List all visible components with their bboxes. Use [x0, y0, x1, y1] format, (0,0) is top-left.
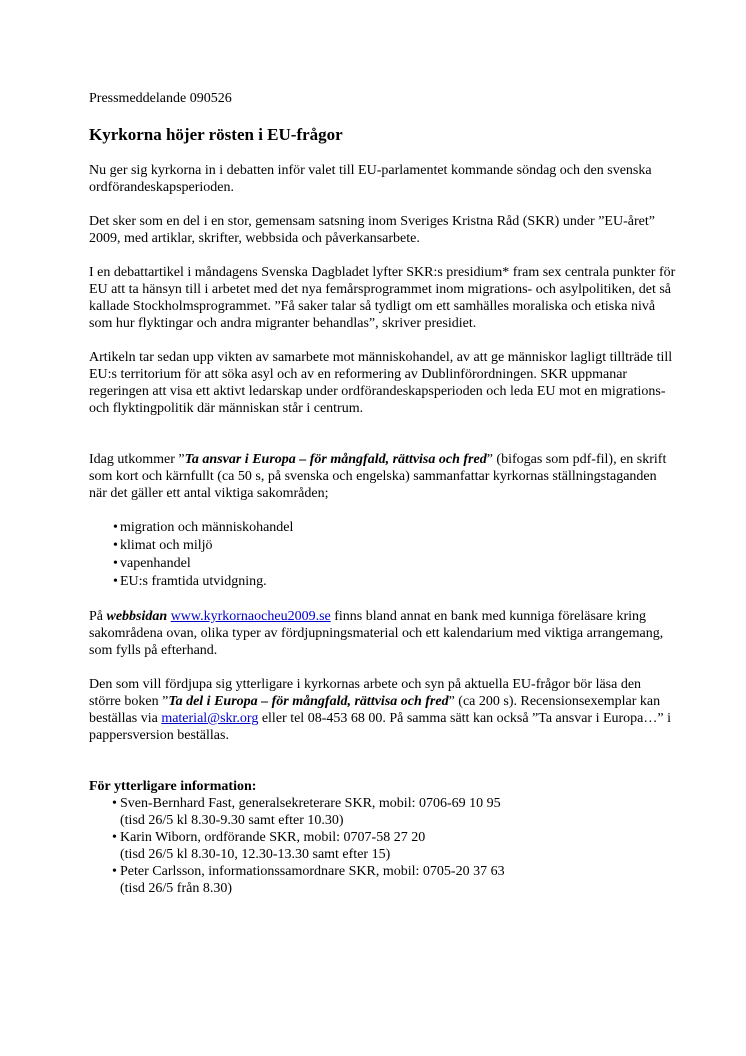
- list-item: • migration och människohandel: [89, 519, 676, 537]
- book-mid: ” (ca 200 s). Recensionsexemplar kan beställas via: [89, 694, 661, 726]
- book-title: Ta del i Europa – för mångfald, rättvisa och fred: [168, 694, 449, 709]
- paragraph-publication: [89, 451, 676, 502]
- email-link[interactable]: material@skr.org: [161, 711, 259, 726]
- publication-suffix: ” (bifogas som pdf-fil), en skrift som kort och kärnfullt (ca 50 s, på svenska och engelska) sammanfattar kyrkornas ställningstaganden när det gäller ett antal viktiga sakområden;: [89, 452, 667, 501]
- contact-hours-line: (tisd 26/5 från 8.30): [120, 881, 232, 896]
- topic-list: [89, 519, 676, 591]
- paragraph-debate-article: I en debattartikel i måndagens Svenska Dagbladet lyfter SKR:s presidium* fram sex centrala punkter för EU att ta hänsyn till i arbetet med det nya femårsprogrammet inom migrations- och asylpolitiken, det så kallade Stockholmsprogrammet. ”Få saker talar så tydligt om ett samhälles moraliska och etiska nivå som hur flyktingar och andra migranter behandlas”, skriver presidiet.: [89, 265, 676, 331]
- website-emphasis: webbsidan: [106, 609, 168, 624]
- contact-name-line: • Peter Carlsson, informationssamordnare SKR, mobil: 0705-20 37 63: [120, 864, 505, 879]
- list-item: • EU:s framtida utvidgning.: [89, 573, 676, 591]
- website-link[interactable]: www.kyrkornaocheu2009.se: [170, 609, 331, 624]
- contact-name-line: • Sven-Bernhard Fast, generalsekreterare SKR, mobil: 0706-69 10 95: [120, 796, 501, 811]
- contact-list: [89, 795, 676, 897]
- paragraph-website: [89, 608, 676, 659]
- book-prefix: Den som vill fördjupa sig ytterligare i kyrkornas arbete och syn på aktuella EU-frågor bör läsa den större boken ”: [89, 677, 642, 709]
- website-prefix: På: [89, 609, 107, 624]
- page-title: Kyrkorna höjer rösten i EU-frågor: [89, 125, 343, 144]
- paragraph-book: [89, 676, 676, 744]
- publication-title: Ta ansvar i Europa – för mångfald, rättvisa och fred: [184, 452, 487, 467]
- contact-heading: För ytterligare information:: [89, 779, 257, 794]
- paragraph-article-topics: Artikeln tar sedan upp vikten av samarbete mot människohandel, av att ge människor lagligt tillträde till EU:s territorium för att söka asyl och av en reformering av Dublinförordningen. SKR uppmanar regeringen att visa ett aktivt ledarskap under ordförandeskapsperioden och leda EU mot en migrations- och flyktingpolitik där människan står i centrum.: [89, 350, 673, 416]
- contact-item: [89, 795, 676, 829]
- contact-name-line: • Karin Wiborn, ordförande SKR, mobil: 0707-58 27 20: [120, 830, 426, 845]
- list-item: • klimat och miljö: [89, 537, 676, 555]
- publication-prefix: Idag utkommer ”: [89, 452, 185, 467]
- contact-item: [89, 863, 676, 897]
- contact-hours-line: (tisd 26/5 kl 8.30-9.30 samt efter 10.30): [120, 813, 344, 828]
- press-release-id: Pressmeddelande 090526: [89, 91, 232, 106]
- website-suffix: finns bland annat en bank med kunniga föreläsare kring sakområdena ovan, olika typer av fördjupningsmaterial och ett kalendarium med viktiga arrangemang, som fylls på efterhand.: [89, 609, 664, 658]
- paragraph-eu-year: Det sker som en del i en stor, gemensam satsning inom Sveriges Kristna Råd (SKR) under ”EU-året” 2009, med artiklar, skrifter, webbsida och påverkansarbete.: [89, 214, 655, 246]
- contact-hours-line: (tisd 26/5 kl 8.30-10, 12.30-13.30 samt efter 15): [120, 847, 391, 862]
- book-suffix: eller tel 08-453 68 00. På samma sätt kan också ”Ta ansvar i Europa…” i pappersversion beställas.: [89, 711, 671, 743]
- paragraph-intro: Nu ger sig kyrkorna in i debatten inför valet till EU-parlamentet kommande söndag och den svenska ordförandeskapsperioden.: [89, 163, 652, 195]
- contact-item: [89, 829, 676, 863]
- list-item: • vapenhandel: [89, 555, 676, 573]
